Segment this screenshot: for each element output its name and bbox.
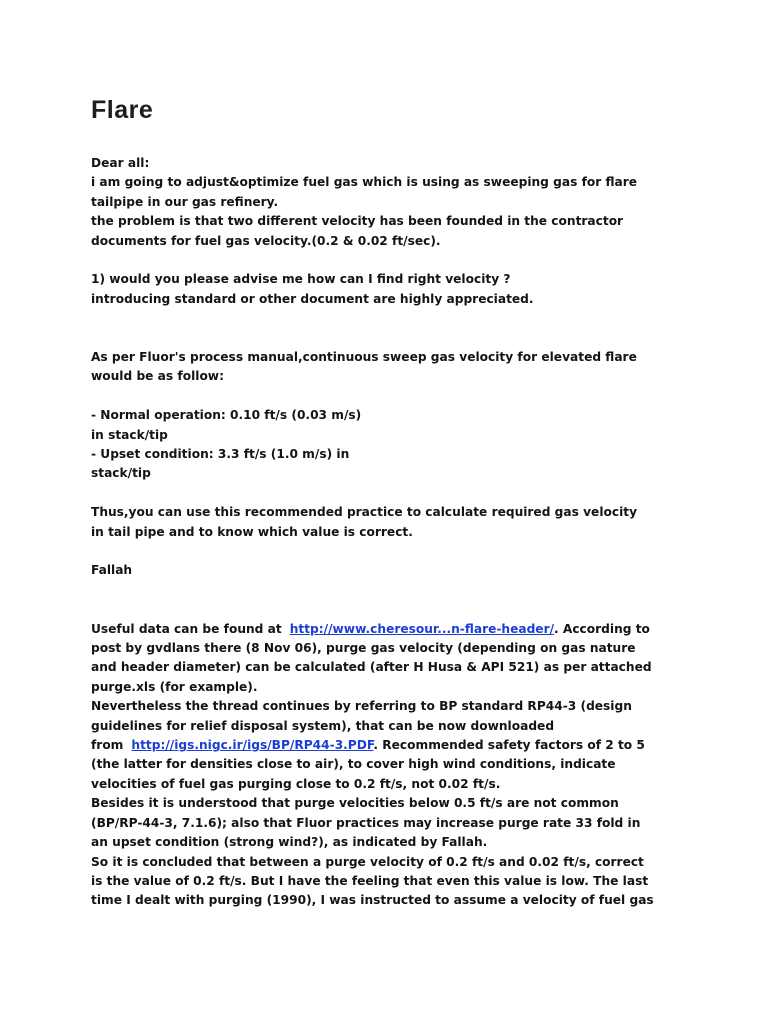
text-line: - Upset condition: 3.3 ft/s (1.0 m/s) in (91, 447, 350, 462)
paragraph-gap (91, 581, 691, 600)
text-line: tailpipe in our gas refinery. (91, 194, 279, 209)
text-line: As per Fluor's process manual,continuous sweep gas velocity for elevated flare (91, 350, 637, 365)
text-line: in tail pipe and to know which value is correct. (91, 524, 413, 539)
text-line: Thus,you can use this recommended practice to calculate required gas velocity (91, 505, 638, 520)
text-line: Dear all: (91, 156, 150, 170)
text-line: velocities of fuel gas purging close to 0.2 ft/s, not 0.02 ft/s. (91, 776, 501, 791)
text-span: . According to (554, 621, 650, 636)
text-line: documents for fuel gas velocity.(0.2 & 0.02 ft/sec). (91, 233, 441, 248)
paragraph-gap (91, 309, 691, 328)
document-body (91, 154, 691, 911)
text-line: an upset condition (strong wind?), as indicated by Fallah. (91, 835, 488, 850)
paragraph-gap (91, 600, 691, 619)
text-line: post by gvdlans there (8 Nov 06), purge gas velocity (depending on gas nature (91, 641, 636, 656)
paragraph-gap (91, 329, 691, 348)
text-line: would be as follow: (91, 369, 224, 384)
text-line: stack/tip (91, 466, 151, 481)
text-line: So it is concluded that between a purge velocity of 0.2 ft/s and 0.02 ft/s, correct (91, 854, 644, 869)
text-line: Nevertheless the thread continues by referring to BP standard RP44-3 (design (91, 699, 632, 714)
text-line: (BP/RP-44-3, 7.1.6); also that Fluor practices may increase purge rate 33 fold in (91, 815, 641, 830)
signature: Fallah (91, 563, 133, 578)
text-line: guidelines for relief disposal system), that can be now downloaded (91, 718, 555, 733)
page-title: Flare (91, 96, 154, 124)
text-line: purge.xls (for example). (91, 679, 258, 694)
text-line (91, 736, 691, 755)
paragraph-gap (91, 484, 691, 503)
text-line: introducing standard or other document are highly appreciated. (91, 291, 534, 306)
cheresources-link[interactable]: http://www.cheresour...n-flare-header/ (289, 621, 555, 636)
text-span: Useful data can be found at (91, 621, 282, 636)
paragraph-gap (91, 387, 691, 406)
text-line: 1) would you please advise me how can I find right velocity ? (91, 272, 511, 287)
text-span: . Recommended safety factors of 2 to 5 (373, 738, 645, 753)
text-line: time I dealt with purging (1990), I was instructed to assume a velocity of fuel gas (91, 893, 654, 908)
text-line: (the latter for densities close to air), to cover high wind conditions, indicate (91, 757, 616, 772)
text-span: from (91, 738, 124, 753)
text-line: is the value of 0.2 ft/s. But I have the feeling that even this value is low. The last (91, 873, 649, 888)
bp-rp44-3-pdf-link[interactable]: http://igs.nigc.ir/igs/BP/RP44-3.PDF (131, 738, 374, 753)
text-line (91, 620, 691, 639)
text-line: the problem is that two different velocity has been founded in the contractor (91, 214, 624, 229)
text-line: Besides it is understood that purge velocities below 0.5 ft/s are not common (91, 796, 619, 811)
paragraph-gap (91, 251, 691, 270)
text-line: in stack/tip (91, 427, 168, 442)
text-line: - Normal operation: 0.10 ft/s (0.03 m/s) (91, 408, 362, 423)
text-line: i am going to adjust&optimize fuel gas which is using as sweeping gas for flare (91, 175, 638, 190)
text-line: and header diameter) can be calculated (after H Husa & API 521) as per attached (91, 660, 652, 675)
paragraph-gap (91, 542, 691, 561)
